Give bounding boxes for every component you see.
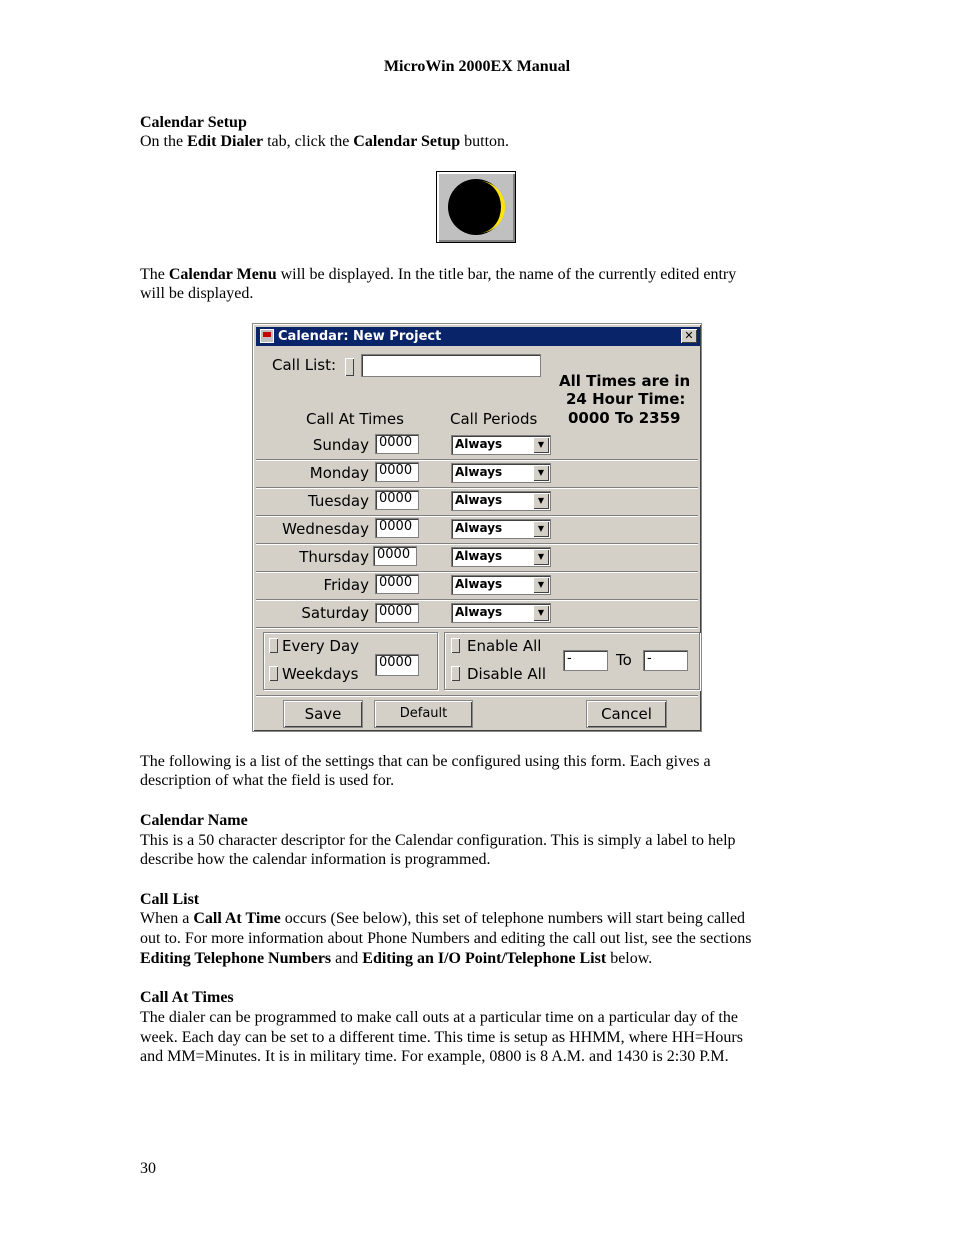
call-period-select[interactable]	[451, 435, 551, 455]
day-label: Wednesday	[282, 520, 369, 538]
day-label: Saturday	[301, 604, 369, 622]
body-paragraph-line: out to. For more information about Phone Numbers and editing the call out list, see the sections	[140, 930, 752, 947]
row-divider	[256, 543, 698, 545]
moon-icon	[437, 172, 515, 242]
call-period-select[interactable]	[451, 463, 551, 483]
bulk-time-input[interactable]: 0000	[375, 654, 419, 676]
enable-all-label: Enable All	[467, 637, 542, 655]
call-time-input[interactable]: 0000	[375, 574, 419, 594]
day-label: Monday	[309, 464, 369, 482]
page-number: 30	[140, 1160, 156, 1177]
section-heading-call-at-times: Call At Times	[140, 989, 234, 1006]
call-list-label: Call List:	[272, 356, 337, 374]
call-time-input[interactable]: 0000	[373, 546, 417, 566]
range-from-input[interactable]: -	[563, 650, 608, 671]
call-list-input[interactable]	[361, 354, 541, 377]
call-period-value: Always	[455, 549, 503, 563]
column-header-call-periods: Call Periods	[450, 410, 538, 428]
chevron-down-icon[interactable]: ▼	[533, 465, 549, 481]
bulk-time-group	[263, 632, 438, 690]
section-heading-call-list: Call List	[140, 891, 200, 908]
app-icon	[260, 329, 274, 343]
body-paragraph-line: describe how the calendar information is programmed.	[140, 851, 491, 868]
enable-all-checkbox[interactable]	[451, 638, 460, 653]
row-divider	[256, 487, 698, 489]
chevron-down-icon[interactable]: ▼	[533, 437, 549, 453]
call-time-input[interactable]: 0000	[375, 603, 419, 623]
section-heading-calendar-name: Calendar Name	[140, 812, 248, 829]
body-paragraph-line: When a Call At Time occurs (See below), this set of telephone numbers will start being called	[140, 910, 746, 927]
chevron-down-icon[interactable]: ▼	[533, 493, 549, 509]
call-period-value: Always	[455, 437, 503, 451]
time-note-line-2: 24 Hour Time:	[566, 390, 686, 408]
calendar-setup-instruction: On the Edit Dialer tab, click the Calendar Setup button.	[140, 133, 510, 150]
call-period-value: Always	[455, 605, 503, 619]
call-period-select[interactable]	[451, 547, 551, 567]
button-bar-divider	[256, 695, 698, 697]
call-period-select[interactable]	[451, 575, 551, 595]
call-time-input[interactable]: 0000	[375, 518, 419, 538]
body-paragraph-line: The following is a list of the settings that can be configured using this form. Each gives a	[140, 753, 711, 770]
body-paragraph-line: description of what the field is used for.	[140, 772, 395, 789]
call-period-value: Always	[455, 465, 503, 479]
call-time-input[interactable]: 0000	[375, 462, 419, 482]
day-label: Thursday	[299, 548, 369, 566]
disable-all-label: Disable All	[467, 665, 547, 683]
body-paragraph-line: The dialer can be programmed to make call outs at a particular time on a particular day of the	[140, 1009, 738, 1026]
row-divider	[256, 459, 698, 461]
call-period-select[interactable]	[451, 519, 551, 539]
call-period-value: Always	[455, 493, 503, 507]
chevron-down-icon[interactable]: ▼	[533, 549, 549, 565]
intro-line-2: will be displayed.	[140, 285, 254, 302]
range-to-input[interactable]: -	[643, 650, 688, 671]
call-period-select[interactable]	[451, 491, 551, 511]
calendar-dialog	[252, 323, 702, 732]
call-period-value: Always	[455, 577, 503, 591]
call-time-input[interactable]: 0000	[375, 434, 419, 454]
chevron-down-icon[interactable]: ▼	[533, 605, 549, 621]
calendar-setup-button[interactable]	[436, 171, 516, 243]
page-header: MicroWin 2000EX Manual	[383, 58, 571, 75]
call-period-value: Always	[455, 521, 503, 535]
day-label: Tuesday	[307, 492, 369, 510]
time-note-line-3: 0000 To 2359	[568, 409, 681, 427]
range-to-label: To	[616, 651, 632, 669]
dialog-title: Calendar: New Project	[278, 329, 442, 344]
body-paragraph-line: and MM=Minutes. It is in military time. For example, 0800 is 8 A.M. and 1430 is 2:30 P.M.	[140, 1048, 729, 1065]
intro-line-1: The Calendar Menu will be displayed. In the title bar, the name of the currently edited entry	[140, 266, 737, 283]
day-label: Sunday	[312, 436, 369, 454]
close-button[interactable]	[681, 329, 697, 343]
weekdays-label: Weekdays	[282, 665, 359, 683]
row-divider	[256, 515, 698, 517]
body-paragraph-line: week. Each day can be set to a different time. This time is setup as HHMM, where HH=Hours	[140, 1029, 743, 1046]
call-list-picker-button[interactable]	[345, 358, 354, 376]
call-period-select[interactable]	[451, 603, 551, 623]
day-label: Friday	[323, 576, 369, 594]
weekdays-checkbox[interactable]	[269, 666, 278, 681]
save-button[interactable]: Save	[283, 700, 363, 728]
call-time-input[interactable]: 0000	[375, 490, 419, 510]
body-paragraph-line: Editing Telephone Numbers and Editing an I/O Point/Telephone List below.	[140, 950, 653, 967]
close-icon: ✕	[684, 329, 694, 342]
chevron-down-icon[interactable]: ▼	[533, 521, 549, 537]
chevron-down-icon[interactable]: ▼	[533, 577, 549, 593]
body-paragraph-line: This is a 50 character descriptor for the Calendar configuration. This is simply a label to help	[140, 832, 736, 849]
time-note-line-1: All Times are in	[559, 372, 691, 390]
row-divider	[256, 599, 698, 601]
disable-all-checkbox[interactable]	[451, 666, 460, 681]
every-day-label: Every Day	[282, 637, 360, 655]
enable-disable-group	[444, 632, 700, 690]
row-divider	[256, 627, 698, 629]
dialog-titlebar	[256, 327, 700, 346]
section-heading-calendar-setup: Calendar Setup	[140, 114, 247, 131]
row-divider	[256, 571, 698, 573]
default-button[interactable]: Default	[374, 700, 473, 728]
cancel-button[interactable]: Cancel	[586, 700, 667, 728]
every-day-checkbox[interactable]	[269, 638, 278, 653]
column-header-call-at-times: Call At Times	[306, 410, 404, 428]
